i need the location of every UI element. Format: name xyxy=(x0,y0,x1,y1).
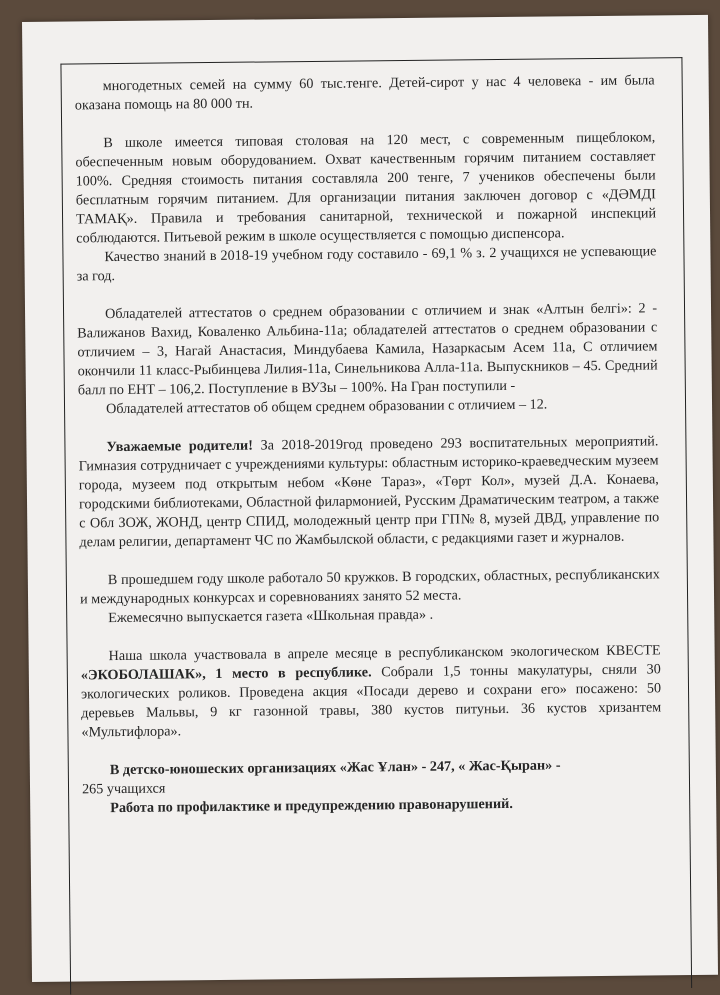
paragraph-youth-orgs: В детско-юношеских организациях «Жас Ұлан» - 247, « Жас-Қыран» - xyxy=(109,757,561,779)
paragraph-prevention: Работа по профилактике и предупреждению правонарушений. xyxy=(110,795,513,817)
paragraph-eco-quest xyxy=(81,641,662,742)
parents-text: За 2018-2019год проведено 293 воспитательных мероприятий. Гимназия сотрудничает с учреждениями культуры: областным историко-краеведческим музеем города, музеем под открытым небом «Көне Тараз», «Төрт Кол», музей Д.А. Конаева, городскими библиотеками, Областной филармонией, Русским Драматическим театром, а также с Обл ЗОЖ, ЖОНД, центр СПИД, молодежный центр при ГП№ 8, музей ДВД, управление по делам религии, департамент ЧС по Жамбылской области, с редакциями газет и журналов. xyxy=(78,433,660,551)
paragraph-clubs: В прошедшем году школе работало 50 кружков. В городских, областных, республиканских и международных конкурсах и соревнованиях занято 52 места. xyxy=(79,566,660,608)
paper-sheet xyxy=(22,15,718,982)
document-body xyxy=(75,71,663,818)
parents-heading: Уважаемые родители! xyxy=(106,437,253,456)
paragraph-knowledge-quality: Качество знаний в 2018-19 учебном году составило - 69,1 % з. 2 учащихся не успевающие за год. xyxy=(76,243,657,285)
paragraph-parents xyxy=(78,432,659,552)
paragraph-canteen: В школе имеется типовая столовая на 120 мест, с современным пищеблоком, обеспеченным новым оборудованием. Охват качественным горячим питанием составляет 100%. Средняя стоимость питания составляла 200 тенге, 7 учеников обеспечены были бесплатным горячим питанием. Для организации питания заключен договор с «ДӘМДІ ТАМАҚ». Правила и требования санитарной, технической и пожарной инспекций соблюдаются. Питьевой режим в школе осуществляется с помощью диспенсора. xyxy=(75,129,657,247)
youth-orgs-count: 265 учащихся xyxy=(81,780,166,798)
paragraph-graduates: Обладателей аттестатов о среднем образовании с отличием и знак «Алтын белгі»: 2 - Валижанов Вахид, Коваленко Альбина-11а; обладателей аттестатов о среднем образовании с отличием – 3, Нагай Анастасия, Миндубаева Камила, Назаркасым Асем 11а, С отличием окончили 11 класс-Рыбинцева Лилия-11а, Синельникова Алла-11а. Выпускников – 45. Средний балл по ЕНТ – 106,2. Поступление в ВУЗы – 100%. На Гран поступили - xyxy=(77,300,658,399)
eco-quest-intro: Наша школа участвовала в апреле месяце в республиканском экологическом КВЕСТЕ xyxy=(108,642,661,665)
paragraph-honors: Обладателей аттестатов об общем среднем образовании с отличием – 12. xyxy=(105,396,548,418)
paragraph-newspaper: Ежемесячно выпускается газета «Школьная правда» . xyxy=(108,606,434,627)
eco-quest-details: Собрали 1,5 тонны макулатуры, сняли 30 экологических роликов. Проведена акция «Посади дерево и сохрани его» посажено: 50 деревьев Мальвы, 9 кг газонной травы, 380 кустов питуньи. 36 кустов хризантем «Мультифлора». xyxy=(80,661,662,741)
paragraph-families: многодетных семей на сумму 60 тыс.тенге. Детей-сирот у нас 4 человека - им была оказана помощь на 80 000 тн. xyxy=(74,72,655,114)
eco-quest-award: «ЭКОБОЛАШАК», 1 место в республике. xyxy=(80,664,372,684)
